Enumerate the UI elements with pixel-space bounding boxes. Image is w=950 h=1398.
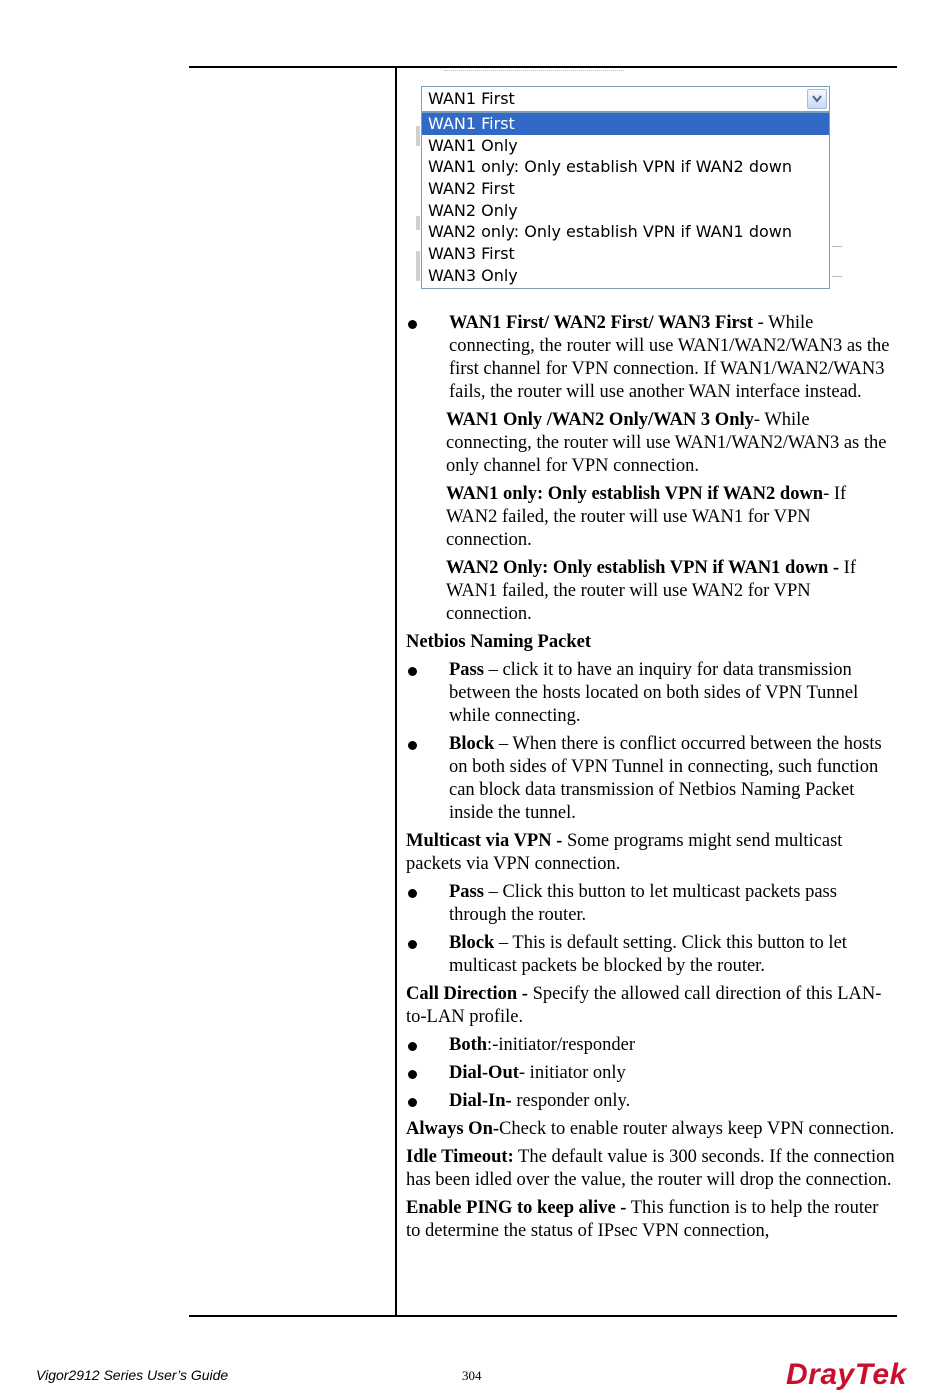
term: WAN1 only: Only establish VPN if WAN2 down (446, 484, 824, 504)
description: – This is default setting. Click this button to let multicast packets be blocked by the router. (449, 933, 847, 976)
description: This function is to help the router to determine the status of IPsec VPN connection, (406, 1198, 879, 1241)
option-wan2-only-vpn[interactable]: WAN2 only: Only establish VPN if WAN1 down (428, 222, 792, 242)
description: responder only. (511, 1091, 631, 1111)
description: :-initiator/responder (487, 1035, 636, 1055)
option-wan2-only[interactable]: WAN2 Only (428, 200, 518, 220)
page-number: 304 (462, 1368, 482, 1383)
netbios-heading: Netbios Naming Packet (406, 632, 591, 652)
list-item (406, 1090, 896, 1113)
term: Enable PING to keep alive - (406, 1198, 627, 1218)
bullet-icon (408, 1070, 417, 1079)
list-item (406, 409, 896, 478)
bullet-icon (408, 1098, 417, 1107)
guide-title: Vigor2912 Series User’s Guide (36, 1367, 229, 1383)
draytek-logo: DrayTek (786, 1358, 907, 1391)
list-item (406, 733, 896, 825)
list-item (406, 881, 896, 927)
bullet-icon (408, 320, 417, 329)
list-item (406, 659, 896, 728)
description: If WAN1 failed, the router will use WAN2 for VPN connection. (446, 558, 856, 624)
term: Always On- (406, 1119, 500, 1139)
wan-select-value: WAN1 First (428, 89, 515, 108)
list-item (406, 1034, 896, 1057)
paragraph (406, 1197, 896, 1243)
description: Specify the allowed call direction of this LAN-to-LAN profile. (406, 984, 882, 1027)
wan-select[interactable] (421, 86, 830, 112)
bullet-icon (408, 667, 417, 676)
description: The default value is 300 seconds. If the connection has been idled over the value, the router will drop the connection. (406, 1147, 895, 1190)
term: Multicast via VPN - (406, 831, 563, 851)
screenshot-side-line (832, 246, 842, 247)
bullet-icon (408, 1042, 417, 1051)
screenshot-edge (416, 251, 420, 281)
bullet-icon (408, 889, 417, 898)
option-wan1-only-vpn[interactable]: WAN1 only: Only establish VPN if WAN2 down (428, 157, 792, 177)
option-wan2-first[interactable]: WAN2 First (428, 179, 515, 199)
description: - If WAN2 failed, the router will use WAN1 for VPN connection. (446, 484, 847, 550)
table-bottom-rule (189, 1315, 897, 1317)
list-item (406, 557, 896, 626)
section-heading (406, 631, 896, 654)
description: – Click this button to let multicast packets pass through the router. (449, 882, 837, 925)
option-wan1-first[interactable]: WAN1 First (422, 113, 829, 135)
term: Block (449, 933, 495, 953)
description: – click it to have an inquiry for data transmission between the hosts located on both sides of VPN Tunnel while connecting. (449, 660, 859, 726)
term: Dial-In- (449, 1091, 512, 1111)
term: Block (449, 734, 495, 754)
screenshot-edge (416, 216, 420, 230)
screenshot-edge (416, 126, 420, 146)
term: WAN1 Only /WAN2 Only/WAN 3 Only (446, 410, 754, 430)
ghost-label (444, 66, 624, 71)
option-wan3-first[interactable]: WAN3 First (428, 244, 515, 264)
list-item (406, 312, 896, 404)
option-wan1-only[interactable]: WAN1 Only (428, 135, 518, 155)
description: - initiator only (518, 1063, 626, 1083)
term: WAN1 First/ WAN2 First/ WAN3 First (449, 313, 754, 333)
description: Some programs might send multicast packets via VPN connection. (406, 831, 843, 874)
paragraph (406, 830, 896, 876)
list-item (406, 1062, 896, 1085)
bullet-icon (408, 741, 417, 750)
term: Call Direction - (406, 984, 528, 1004)
term: Pass (449, 882, 484, 902)
bullet-icon (408, 940, 417, 949)
description: – When there is conflict occurred between the hosts on both sides of VPN Tunnel in connecting, such function can block data transmission of Netbios Naming Packet inside the tunnel. (449, 734, 882, 823)
term: Dial-Out (449, 1063, 519, 1083)
description-column (406, 312, 896, 1248)
description: - While connecting, the router will use WAN1/WAN2/WAN3 as the first channel for VPN connection. If WAN1/WAN2/WAN3 fails, the router will use another WAN interface instead. (449, 313, 890, 402)
term: Idle Timeout: (406, 1147, 514, 1167)
term: WAN2 Only: Only establish VPN if WAN1 down - (446, 558, 840, 578)
list-item (406, 932, 896, 978)
list-item (406, 483, 896, 552)
column-divider (395, 66, 397, 1317)
chevron-down-icon[interactable] (807, 89, 827, 109)
option-wan3-only[interactable]: WAN3 Only (428, 265, 518, 285)
paragraph (406, 1146, 896, 1192)
term: Both (449, 1035, 488, 1055)
term: Pass (449, 660, 484, 680)
paragraph (406, 1118, 896, 1141)
paragraph (406, 983, 896, 1029)
wan-options-list (421, 112, 830, 289)
description: Check to enable router always keep VPN connection. (499, 1119, 895, 1139)
screenshot-side-line (832, 276, 842, 277)
description: - While connecting, the router will use WAN1/WAN2/WAN3 as the only channel for VPN connection. (446, 410, 887, 476)
dropdown-screenshot (414, 66, 844, 302)
